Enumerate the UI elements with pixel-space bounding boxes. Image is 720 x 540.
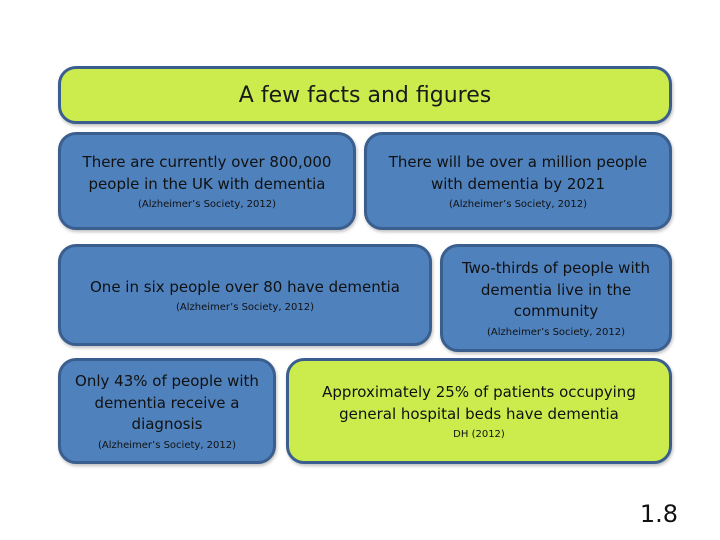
fact-text-2: There will be over a million people with dementia by 2021: [388, 152, 648, 193]
fact-text-6: Approximately 25% of patients occupying general hospital beds have dementia: [322, 382, 636, 423]
title-box: [58, 66, 672, 124]
page-title: A few facts and figures: [238, 82, 492, 108]
fact-source-4: (Alzheimer’s Society, 2012): [486, 327, 626, 339]
fact-box-5: [58, 358, 276, 464]
fact-text-5: Only 43% of people with dementia receive a diagnosis: [75, 371, 259, 434]
slide-number: 1.8: [639, 500, 678, 528]
fact-source-3: (Alzheimer’s Society, 2012): [175, 302, 315, 314]
fact-box-1: [58, 132, 356, 230]
fact-box-2: [364, 132, 672, 230]
fact-text-4: Two-thirds of people with dementia live in the community: [461, 258, 651, 321]
fact-source-5: (Alzheimer’s Society, 2012): [97, 440, 237, 452]
fact-box-3: [58, 244, 432, 346]
fact-text-1: There are currently over 800,000 people in the UK with dementia: [82, 152, 332, 193]
fact-source-2: (Alzheimer’s Society, 2012): [448, 199, 588, 211]
fact-text-3: One in six people over 80 have dementia: [90, 277, 400, 296]
fact-source-6: DH (2012): [453, 429, 505, 441]
fact-source-1: (Alzheimer’s Society, 2012): [137, 199, 277, 211]
fact-box-6: [286, 358, 672, 464]
fact-box-4: [440, 244, 672, 352]
